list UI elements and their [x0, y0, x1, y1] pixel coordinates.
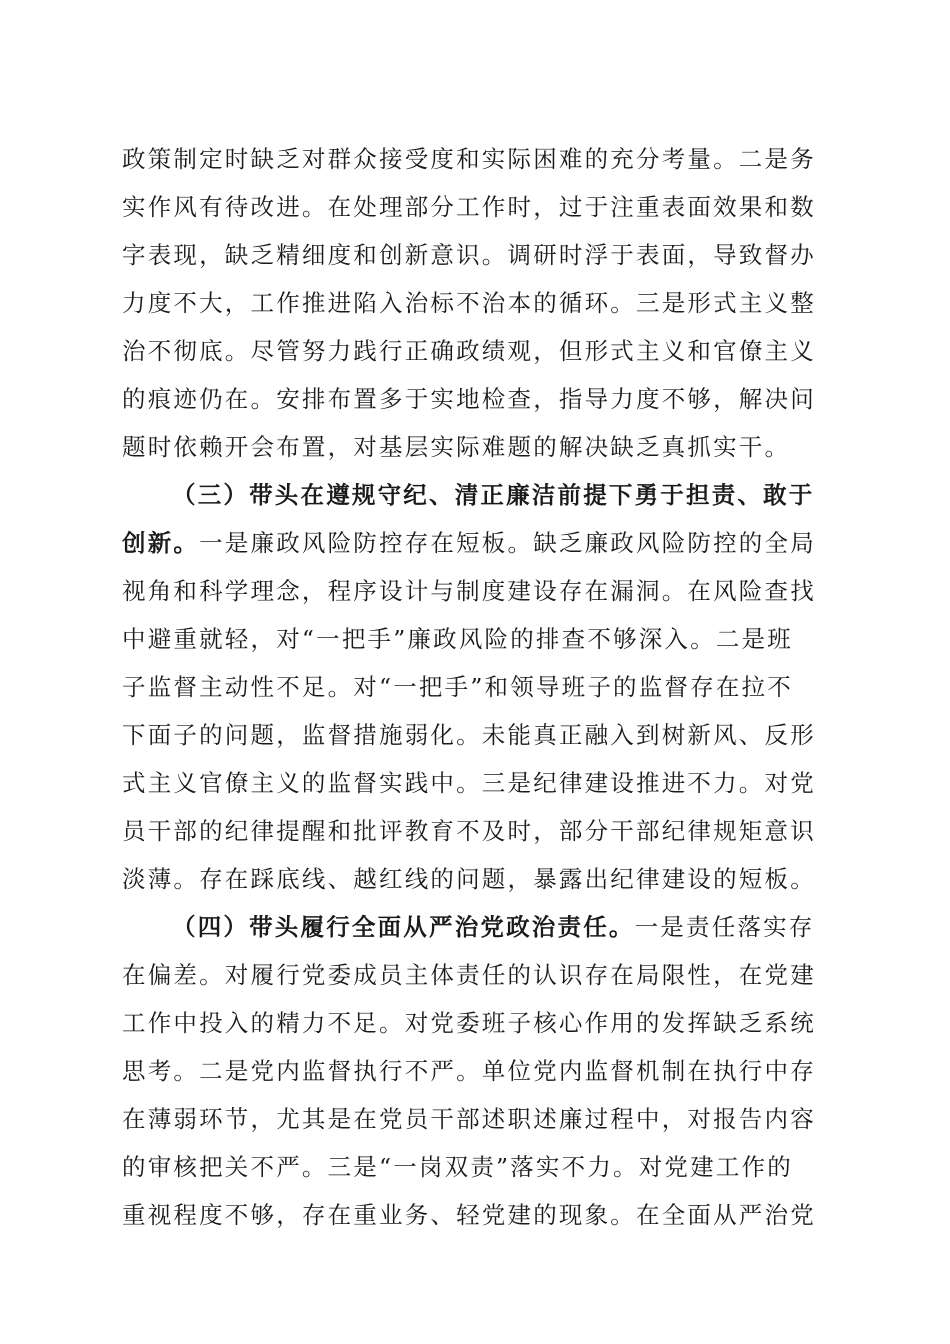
paragraph-line: 淡薄。存在踩底线、越红线的问题，暴露出纪律建设的短板。	[122, 865, 816, 893]
paragraph-text: 一是责任落实存	[634, 913, 815, 941]
body-text	[122, 135, 828, 1239]
paragraph-line: 式主义官僚主义的监督实践中。三是纪律建设推进不力。对党	[122, 769, 816, 797]
paragraph-line: 实作风有待改进。在处理部分工作时，过于注重表面效果和数	[122, 193, 816, 221]
paragraph-line: 力度不大，工作推进陷入治标不治本的循环。三是形式主义整	[122, 289, 816, 317]
section-heading-text: 创新。	[122, 529, 200, 557]
paragraph-line: 重视程度不够，存在重业务、轻党建的现象。在全面从严治党	[122, 1201, 816, 1229]
section-heading-text: （三）带头在遵规守纪、清正廉洁前提下勇于担责、敢于	[172, 481, 815, 509]
paragraph-line: 员干部的纪律提醒和批评教育不及时，部分干部纪律规矩意识	[122, 817, 816, 845]
paragraph-line: 字表现，缺乏精细度和创新意识。调研时浮于表面，导致督办	[122, 241, 816, 269]
section-heading-3	[122, 471, 828, 519]
paragraph-line: 工作中投入的精力不足。对党委班子核心作用的发挥缺乏系统	[122, 1009, 816, 1037]
paragraph-text: 一是廉政风险防控存在短板。缺乏廉政风险防控的全局	[199, 529, 816, 557]
paragraph-line: 政策制定时缺乏对群众接受度和实际困难的充分考量。二是务	[122, 145, 816, 173]
paragraph-line: 的审核把关不严。三是“一岗双责”落实不力。对党建工作的	[122, 1153, 793, 1181]
paragraph-line: 思考。二是党内监督执行不严。单位党内监督机制在执行中存	[122, 1057, 816, 1085]
paragraph-line: 治不彻底。尽管努力践行正确政绩观，但形式主义和官僚主义	[122, 337, 816, 365]
paragraph-line: 的痕迹仍在。安排布置多于实地检查，指导力度不够，解决问	[122, 385, 816, 413]
paragraph-line: 在偏差。对履行党委成员主体责任的认识存在局限性，在党建	[122, 961, 816, 989]
paragraph-line: 下面子的问题，监督措施弱化。未能真正融入到树新风、反形	[122, 721, 816, 749]
paragraph-line: 子监督主动性不足。对“一把手”和领导班子的监督存在拉不	[122, 673, 793, 701]
paragraph-line	[122, 519, 828, 567]
section-heading-4	[122, 903, 828, 951]
paragraph-line: 中避重就轻，对“一把手”廉政风险的排查不够深入。二是班	[122, 625, 793, 653]
paragraph-line: 在薄弱环节，尤其是在党员干部述职述廉过程中，对报告内容	[122, 1105, 816, 1133]
paragraph-line: 视角和科学理念，程序设计与制度建设存在漏洞。在风险查找	[122, 577, 816, 605]
paragraph-line: 题时依赖开会布置，对基层实际难题的解决缺乏真抓实干。	[122, 433, 791, 461]
section-heading-text: （四）带头履行全面从严治党政治责任。	[172, 913, 635, 941]
